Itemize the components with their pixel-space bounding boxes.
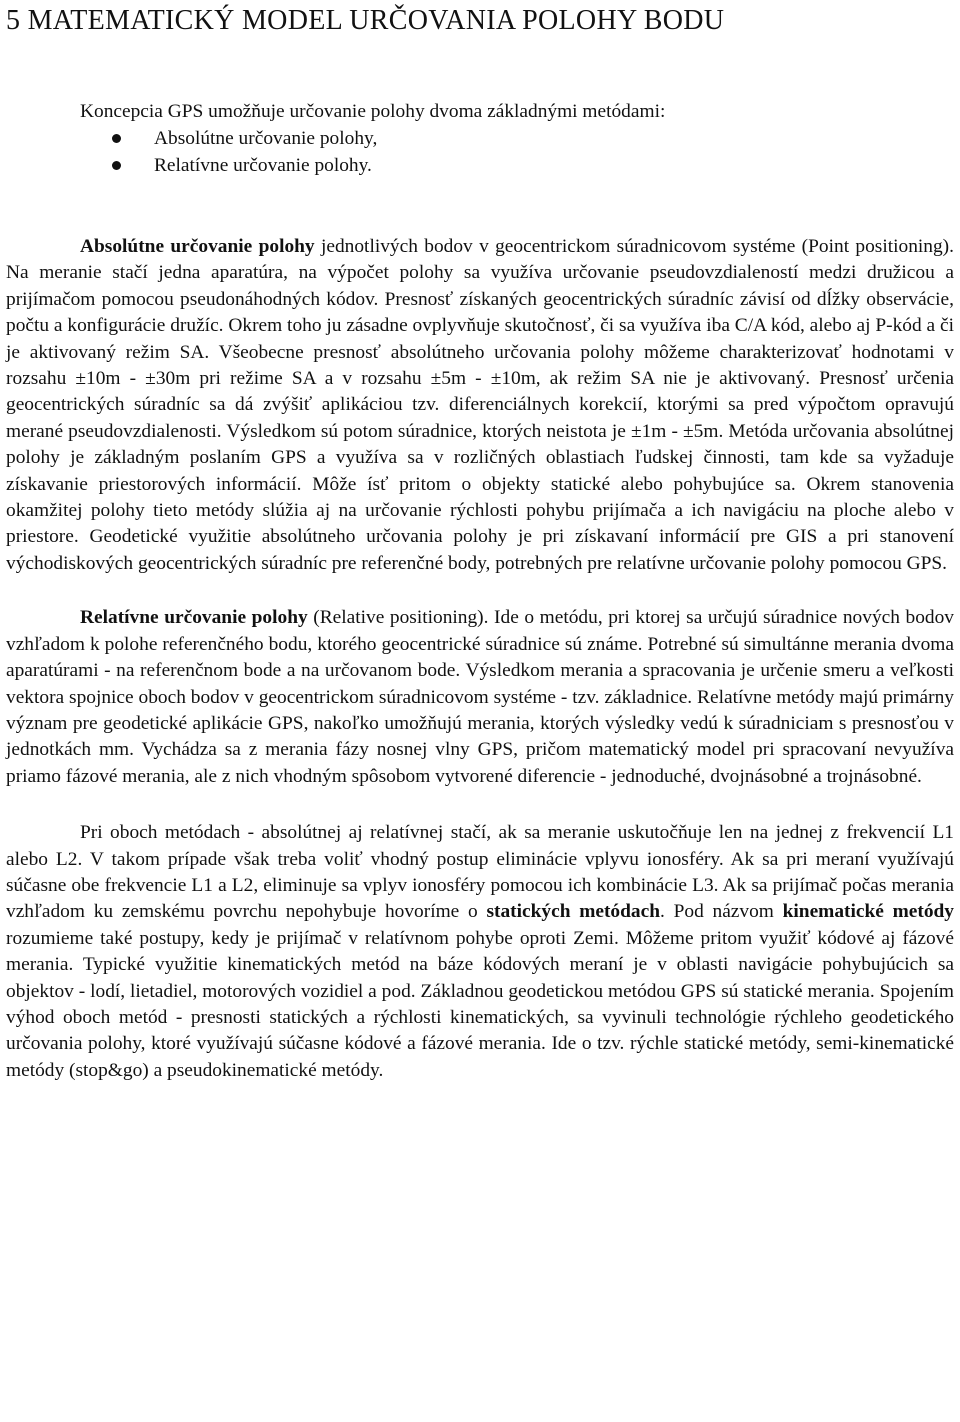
bold-term: Relatívne určovanie polohy bbox=[80, 607, 308, 629]
chapter-heading: 5 MATEMATICKÝ MODEL URČOVANIA POLOHY BODU bbox=[6, 5, 725, 36]
paragraph-methods bbox=[6, 820, 954, 1084]
paragraph-absolute bbox=[6, 234, 954, 577]
bold-term: statických metódach bbox=[486, 901, 660, 923]
bullet-icon bbox=[112, 134, 121, 143]
paragraph-text: (Relative positioning). Ide o metódu, pri ktorej sa určujú súradnice nových bodov vzhľadom k polohe referenčného bodu, ktorého geocentrické súradnice sú známe. Potrebné sú simultánne merania dvoma aparatúrami - na referenčnom bode a na určovanom bode. Výsledkom merania a spracovania je určenie smeru a veľkosti vektora spojnice oboch bodov v geocentrickom súradnicovom systéme - tzv. základnice. Relatívne metódy majú primárny význam pre geodetické aplikácie GPS, nakoľko umožňujú merania, ktorých výsledky vedú k súradniciam s presnosťou v jednotkách mm. Vychádza sa z merania fázy nosnej vlny GPS, pričom matematický model pri spracovaní nevyužíva priamo fázové merania, ale z nich vhodným spôsobom vytvorené diferencie - jednoduché, dvojnásobné a trojnásobné. bbox=[6, 607, 954, 787]
paragraph-relative bbox=[6, 605, 954, 790]
paragraph-text: Pri oboch metódach - absolútnej aj relatívnej stačí, ak sa meranie uskutočňuje len na jednej z frekvencií L1 alebo L2. V takom prípade však treba voliť vhodný postup eliminácie vplyvu ionosféry. Ak sa pri meraní využívajú súčasne obe frekvencie L1 a L2, eliminuje sa vplyv ionosféry pomocou ich kombinácie L3. Ak sa prijímač počas merania vzhľadom ku zemskému povrchu nepohybuje hovoríme o bbox=[6, 822, 954, 923]
list-item-text: Relatívne určovanie polohy. bbox=[154, 155, 372, 176]
list-item bbox=[112, 125, 954, 152]
paragraph-text: rozumieme také postupy, kedy je prijímač v relatívnom pohybe oproti Zemi. Môžeme pritom využiť kódové aj fázové merania. Typické využitie kinematických metód na báze kódových meraní je v oblasti navigácie pohybujúcich sa objektov - lodí, lietadiel, motorových vozidiel a pod. Základnou geodetickou metódou GPS sú statické merania. Spojením výhod oboch metód - presnosti statických a rýchlosti kinematických, sa vyvinuli technológie rýchleho geodetického určovania polohy, ktoré využívajú súčasne kódové a fázové merania. Ide o tzv. rýchle statické metódy, semi-kinematické metódy (stop&go) a pseudokinematické metódy. bbox=[6, 927, 954, 1081]
bold-term: kinematické metódy bbox=[782, 901, 955, 923]
paragraph-text: . Pod názvom bbox=[660, 901, 783, 923]
bold-term: Absolútne určovanie polohy bbox=[80, 236, 315, 257]
methods-list bbox=[6, 125, 954, 179]
intro-text: Koncepcia GPS umožňuje určovanie polohy dvoma základnými metódami: bbox=[80, 101, 666, 122]
list-item-text: Absolútne určovanie polohy, bbox=[154, 128, 378, 149]
list-item bbox=[112, 152, 954, 179]
paragraph-text: jednotlivých bodov v geocentrickom súradnicovom systéme (Point positioning). Na meranie stačí jedna aparatúra, na výpočet polohy sa využíva určovanie pseudovzdialeností medzi družicou a prijímačom pomocou pseudonáhodných kódov. Presnosť získaných geocentrických súradníc závisí od dĺžky observácie, počtu a konfigurácie družíc. Okrem toho ju zásadne ovplyvňuje skutočnosť, či sa využíva iba C/A kód, alebo aj P-kód a či je aktivovaný režim SA. Všeobecne presnosť absolútneho určovania polohy môžeme charakterizovať hodnotami v rozsahu ±10m - ±30m pri režime SA a v rozsahu ±5m - ±10m, ak režim SA nie je aktivovaný. Presnosť určenia geocentrických súradníc sa dá zvýšiť aplikáciou tzv. diferenciálnych korekcií, ktorými sa pred výpočtom opravujú merané pseudovzdialenosti. Výsledkom sú potom súradnice, ktorých neistota je ±1m - ±5m. Metóda určovania absolútnej polohy je základným poslaním GPS a využíva sa v rozličných oblastiach ľudskej činnosti, tam kde sa vyžaduje získavanie priestorových informácií. Môže ísť pritom o objekty statické alebo pohybujúce sa. Okrem stanovenia okamžitej polohy tieto metódy slúžia aj na určovanie rýchlosti pohybu prijímača a ich navigáciu na ploche alebo v priestore. Geodetické využitie absolútneho určovania polohy je pri získavaní informácií pre GIS a pri stanovení východiskových geocentrických súradníc pre referenčné body, potrebných pre relatívne určovanie polohy pomocou GPS. bbox=[6, 236, 954, 574]
bullet-icon bbox=[112, 161, 121, 170]
